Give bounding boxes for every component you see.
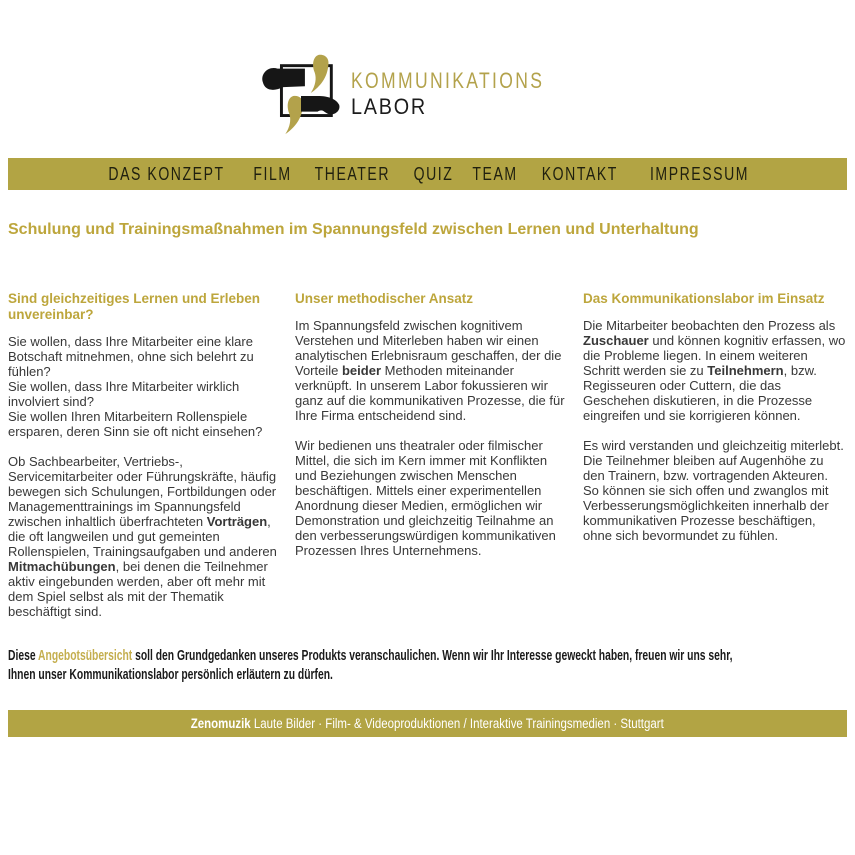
paragraph: Ob Sachbearbeiter, Vertriebs-, Servicemitarbeiter oder Führungskräfte, häufig bewegen sich Schulungen, Fortbildungen oder Managementtrainings im Spannungsfeld zwischen inhaltlich überfrachteten Vorträgen, die oft langweilen und gut gemeinten Rollenspielen, Trainingsaufgaben und anderen Mitmachübungen, bei denen die Teilnehmer aktiv eingebunden werden, aber oft mehr mit dem Spiel selbst als mit der Thematik beschäftigt sind. xyxy=(8,454,277,619)
logo-text xyxy=(351,68,599,119)
column-labor-im-einsatz xyxy=(583,291,847,634)
nav-item-theater[interactable]: THEATER xyxy=(314,163,391,184)
column-heading: Unser methodischer Ansatz xyxy=(295,291,474,306)
main-nav xyxy=(8,158,847,190)
footer-bar xyxy=(8,710,847,737)
column-lernen-erleben xyxy=(8,291,280,634)
column-heading: Das Kommunikationslabor im Einsatz xyxy=(583,291,825,306)
nav-item-das-konzept[interactable]: DAS KONZEPT xyxy=(108,163,225,184)
logo-mark-icon xyxy=(257,52,345,138)
closing-wrap xyxy=(8,647,847,685)
logo[interactable] xyxy=(8,52,847,138)
logo-brand-bottom: LABOR xyxy=(350,94,427,119)
footer-text: Zenomuzik Laute Bilder · Film- & Videoproduktionen / Interaktive Trainingsmedien · Stuttgart xyxy=(190,716,665,731)
paragraph: Die Mitarbeiter beobachten den Prozess als Zuschauer und können kognitiv erfassen, wo die Probleme liegen. In einem weiteren Schritt werden sie zu Teilnehmern, bzw. Regisseuren oder Cuttern, die das Geschehen diskutieren, in die Prozesse eingreifen und sie korrigieren können. xyxy=(583,318,846,423)
page-title: Schulung und Trainingsmaßnahmen im Spannungsfeld zwischen Lernen und Unterhaltung xyxy=(8,221,699,238)
nav-item-impressum[interactable]: IMPRESSUM xyxy=(649,163,749,184)
paragraph: Wir bedienen uns theatraler oder filmischer Mittel, die sich im Kern immer mit Konflikten und Beziehungen zwischen Menschen beschäftigen. Mittels einer experimentellen Anordnung dieser Medien, ermöglichen wir Demonstration und gleichzeitig Teilnahme an den verbesserungswürdigen kommunikativen Prozessen Ihres Unternehmens. xyxy=(295,438,556,558)
column-heading: Sind gleichzeitiges Lernen und Erleben unvereinbar? xyxy=(8,291,261,322)
content-columns xyxy=(8,291,847,634)
nav-item-kontakt[interactable]: KONTAKT xyxy=(541,163,618,184)
paragraph: Es wird verstanden und gleichzeitig miterlebt. Die Teilnehmer bleiben auf Augenhöhe zu den Trainern, bzw. vortragenden Akteuren. So können sie sich offen und zwanglos mit Verbesserungsmöglichkeiten innerhalb der kommunikativen Prozesse beschäftigen, ohne sich bevormundet zu fühlen. xyxy=(583,438,844,543)
paragraph: Im Spannungsfeld zwischen kognitivem Verstehen und Miterleben haben wir einen analytischen Erlebnisraum geschaffen, der die Vorteile beider Methoden miteinander verknüpft. In unserem Labor fokussieren wir ganz auf die kommunikativen Prozesse, die für Ihre Firma entscheidend sind. xyxy=(295,318,565,423)
nav-item-quiz[interactable]: QUIZ xyxy=(413,163,454,184)
paragraph: Sie wollen, dass Ihre Mitarbeiter eine klare Botschaft mitnehmen, ohne sich belehrt zu fühlen? Sie wollen, dass Ihre Mitarbeiter wirklich involviert sind? Sie wollen Ihren Mitarbeitern Rollenspiele ersparen, deren Sinn sie oft nicht einsehen? xyxy=(8,334,263,439)
logo-brand-top: KOMMUNIKATIONS xyxy=(350,68,544,93)
nav-item-team[interactable]: TEAM xyxy=(472,163,518,184)
closing-note: Diese Angebotsübersicht soll den Grundgedanken unseres Produkts veranschaulichen. Wenn wir Ihr Interesse geweckt haben, freuen wir uns sehr, Ihnen unser Kommunikationslabor persönlich erläutern zu dürfen. xyxy=(8,648,733,683)
column-methodischer-ansatz xyxy=(295,291,568,634)
header xyxy=(8,0,847,138)
nav-item-film[interactable]: FILM xyxy=(253,163,292,184)
angebotsuebersicht-link[interactable]: Angebotsübersicht xyxy=(38,648,133,664)
